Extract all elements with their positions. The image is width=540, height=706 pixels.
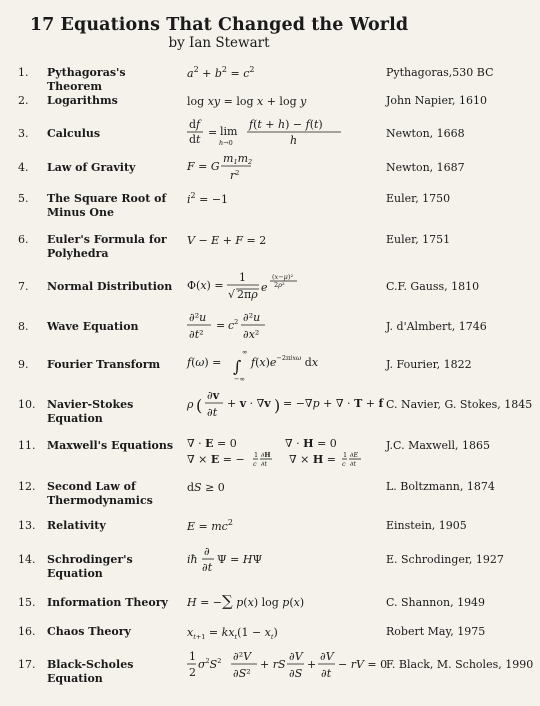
equation-number: 15. [18, 596, 36, 609]
svg-text:F = G: F = G [187, 160, 220, 173]
svg-text:=: = [208, 126, 218, 139]
equation-number: 5. [18, 192, 29, 205]
formula-fourier-transform [187, 346, 387, 388]
svg-text:): ) [274, 396, 281, 415]
equation-name: The Square Root of Minus One [47, 192, 167, 219]
formula-relativity [187, 519, 387, 539]
equation-number: 2. [18, 94, 29, 107]
equation-credit: C. Shannon, 1949 [386, 596, 486, 609]
svg-text:f(x)e−2πixω dx: $f(x)e^{-2\pi ix\omega}$ dx [251, 354, 319, 369]
svg-text:V − E + F = 2: V − E + F = 2 [187, 234, 267, 247]
formula-thermodynamics [187, 480, 387, 500]
svg-text:∂²u: ∂²u [189, 311, 207, 324]
formula-maxwell [187, 436, 387, 472]
formula-calculus [187, 118, 387, 154]
equation-credit: J.C. Maxwell, 1865 [386, 439, 491, 452]
svg-text:∂²u: ∂²u [243, 311, 261, 324]
equation-number: 17. [18, 658, 36, 671]
equation-name: Wave Equation [47, 320, 139, 333]
equation-credit: C.F. Gauss, 1810 [386, 280, 480, 293]
svg-text:∂E: ∂E [350, 451, 359, 459]
page-title: 17 Equations That Changed the World [29, 15, 409, 35]
formula-pythagoras [187, 66, 387, 86]
equation-number: 8. [18, 320, 29, 333]
equation-name: Maxwell's Equations [47, 439, 174, 452]
equation-name: Normal Distribution [47, 280, 173, 293]
equation-name: Relativity [47, 519, 106, 532]
svg-text:df: df [189, 118, 201, 131]
svg-text:∂S: ∂S [289, 667, 303, 680]
equation-credit: John Napier, 1610 [386, 94, 487, 107]
svg-text:xt+1 = kxt(1 − xt): $x_{t+1} = kx_t(1 - x_t)$ [187, 626, 278, 641]
svg-text:∂t²: ∂t² [189, 328, 204, 341]
formula-information-theory [187, 592, 387, 618]
equation-number: 10. [18, 398, 36, 411]
formula-euler-polyhedra [187, 233, 387, 253]
svg-text:∇ · E = 0: ∇ · E = 0 [187, 437, 237, 450]
svg-text:∂t: ∂t [350, 460, 356, 468]
svg-text:lim: lim [220, 125, 238, 138]
svg-text:1: 1 [254, 451, 259, 459]
equation-number: 1. [18, 66, 29, 79]
svg-text:∇ × H =: ∇ × H = [289, 453, 337, 466]
svg-text:∫: ∫ [233, 357, 242, 376]
svg-text:= −∇p + ∇ · T + f: = −∇p + ∇ · T + f [283, 397, 384, 410]
svg-text:c: c [253, 460, 257, 468]
svg-text:σ2S2: $\sigma^2S^2$ [198, 657, 222, 671]
equation-name: Fourier Transform [47, 358, 161, 371]
equation-number: 11. [18, 439, 36, 452]
formula-normal-distribution [187, 270, 387, 308]
formula-logarithms [187, 94, 387, 114]
equation-number: 12. [18, 480, 36, 493]
equation-credit: Robert May, 1975 [386, 625, 486, 638]
svg-text:∂V: ∂V [289, 650, 303, 663]
equation-name: Law of Gravity [47, 161, 136, 174]
svg-text:∂H: ∂H [261, 451, 271, 459]
equation-name: Second Law of Thermodynamics [47, 480, 153, 507]
svg-text:r2: $r^2$ [230, 169, 240, 182]
equation-number: 3. [18, 127, 29, 140]
equation-number: 13. [18, 519, 36, 532]
equation-number: 9. [18, 358, 29, 371]
svg-text:1: 1 [343, 451, 348, 459]
equation-credit: Euler, 1750 [386, 192, 451, 205]
equation-number: 4. [18, 161, 29, 174]
svg-text:+ v · ∇v: + v · ∇v [227, 397, 271, 410]
svg-text:2πρ: 2πρ [237, 288, 258, 301]
svg-text:a2 + b2 = c2: $a^2 + b^2 = c^2$ [187, 65, 255, 80]
equation-credit: J. d'Almbert, 1746 [386, 320, 487, 333]
equation-credit: C. Navier, G. Stokes, 1845 [386, 398, 533, 411]
equation-name: Information Theory [47, 596, 168, 609]
svg-text:(x−μ)²: (x−μ)² [272, 273, 294, 281]
equation-number: 14. [18, 553, 36, 566]
equation-name: Logarithms [47, 94, 118, 107]
svg-text:−∞: −∞ [234, 375, 245, 383]
svg-text:h: h [290, 134, 298, 147]
svg-text:∂²V: ∂²V [233, 650, 252, 663]
svg-text:∇ · H = 0: ∇ · H = 0 [285, 437, 337, 450]
svg-text:∇ × E = −: ∇ × E = − [187, 453, 245, 466]
equation-number: 16. [18, 625, 36, 638]
svg-text:2ρ²: 2ρ² [274, 281, 285, 289]
svg-text:− rV = 0: − rV = 0 [338, 658, 388, 671]
svg-text:e: e [261, 281, 268, 294]
svg-text:f(t + h) − f(t): f(t + h) − f(t) [249, 118, 323, 131]
svg-text:log xy = log x + log y: log xy = log x + log y [187, 95, 307, 108]
svg-text:+ rS: + rS [260, 658, 286, 671]
svg-text:√: √ [228, 288, 236, 301]
formula-wave-equation [187, 310, 387, 348]
equation-name: Chaos Theory [47, 625, 131, 638]
equation-name: Navier-Stokes Equation [47, 398, 134, 425]
svg-text:f(ω) =: f(ω) = [187, 356, 222, 369]
svg-text:Ψ = HΨ: Ψ = HΨ [217, 553, 263, 566]
svg-text:Φ(x) =: Φ(x) = [187, 279, 224, 292]
svg-text:dt: dt [189, 133, 201, 146]
svg-text:dS ≥ 0: dS ≥ 0 [187, 481, 225, 494]
svg-text:iħ: iħ [187, 553, 198, 566]
svg-text:c2: $c^2$ [228, 318, 239, 332]
equation-credit: J. Fourier, 1822 [386, 358, 472, 371]
svg-text:1: 1 [189, 650, 196, 663]
svg-text:2: 2 [189, 666, 196, 679]
svg-text:(: ( [196, 396, 203, 415]
equation-credit: Pythagoras,530 BC [386, 66, 494, 79]
formula-schrodinger [187, 545, 387, 581]
svg-text:c: c [342, 460, 346, 468]
formula-chaos-theory [187, 625, 387, 645]
equation-credit: Newton, 1687 [386, 161, 465, 174]
svg-text:∂t: ∂t [202, 561, 213, 574]
equation-number: 6. [18, 233, 29, 246]
svg-text:ρ: ρ [187, 398, 194, 411]
svg-text:h→0: h→0 [219, 139, 233, 147]
equation-credit: Einstein, 1905 [386, 519, 467, 532]
svg-text:∞: ∞ [242, 348, 248, 356]
equation-credit: F. Black, M. Scholes, 1990 [386, 658, 534, 671]
formula-gravity [187, 152, 387, 188]
svg-text:∂V: ∂V [320, 650, 334, 663]
equation-name: Calculus [47, 127, 101, 140]
svg-text:∂t: ∂t [207, 406, 218, 419]
equation-name: Pythagoras's Theorem [47, 66, 126, 93]
equation-credit: Euler, 1751 [386, 233, 451, 246]
svg-text:∂v: ∂v [207, 389, 220, 402]
formula-navier-stokes [187, 388, 387, 426]
svg-text:∂x²: ∂x² [243, 328, 260, 341]
svg-text:∂t: ∂t [321, 667, 332, 680]
svg-text:=: = [216, 319, 226, 332]
equation-name: Euler's Formula for Polyhedra [47, 233, 167, 260]
svg-text:H = −∑ p(x) log p(x): H = −∑ p(x) log p(x) [187, 592, 305, 610]
page-subtitle: by Ian Stewart [168, 35, 270, 51]
equation-name: Black-Scholes Equation [47, 658, 134, 685]
svg-text:∂t: ∂t [261, 460, 267, 468]
equation-credit: Newton, 1668 [386, 127, 465, 140]
svg-text:i2 = −1: $i^2 = -1$ [187, 191, 229, 206]
equation-number: 7. [18, 280, 29, 293]
formula-black-scholes [187, 649, 387, 687]
svg-text:1: 1 [239, 271, 246, 284]
svg-text:E = mc2: $E = mc^2$ [187, 518, 233, 533]
equation-credit: L. Boltzmann, 1874 [386, 480, 495, 493]
equation-name: Schrodinger's Equation [47, 553, 133, 580]
svg-text:∂S²: ∂S² [233, 667, 251, 680]
formula-imaginary-unit [187, 192, 387, 212]
equation-credit: E. Schrodinger, 1927 [386, 553, 504, 566]
svg-text:m1m2: m1m2 [223, 152, 253, 166]
svg-text:∂: ∂ [204, 545, 210, 558]
svg-text:+: + [307, 658, 317, 671]
